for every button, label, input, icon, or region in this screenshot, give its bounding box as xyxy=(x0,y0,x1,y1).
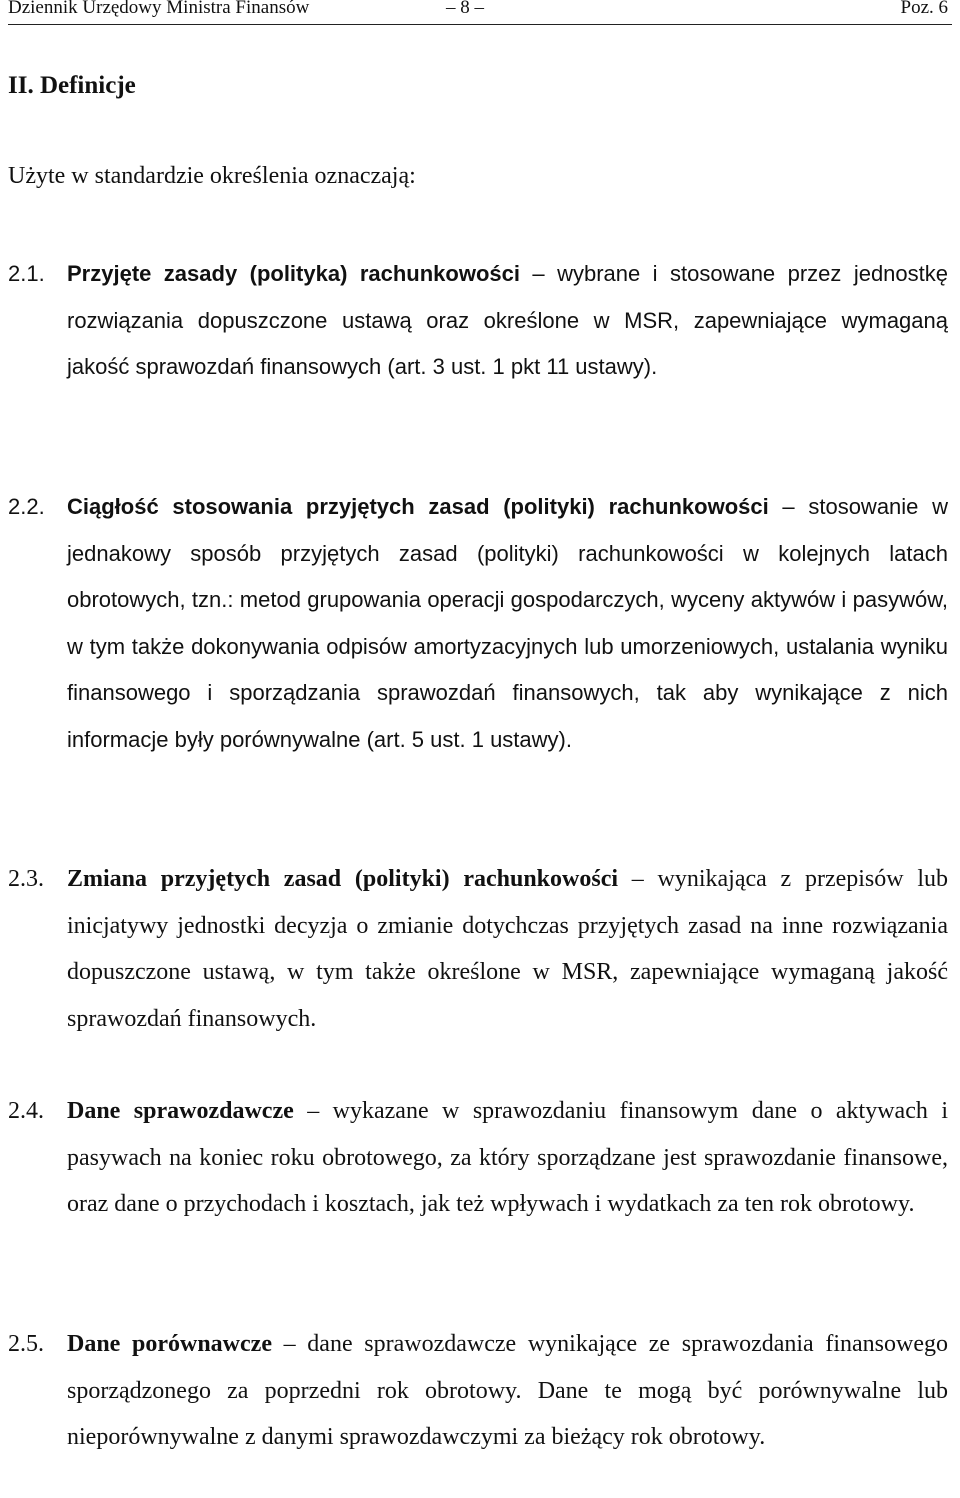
definition-term: Dane porównawcze xyxy=(67,1331,272,1357)
intro-text: Użyte w standardzie określenia oznaczają: xyxy=(8,163,416,189)
definition-body xyxy=(67,856,948,1042)
definition-term: Ciągłość stosowania przyjętych zasad (polityki) rachunkowości xyxy=(67,494,769,519)
definition-2-4 xyxy=(8,1088,948,1228)
definition-term: Przyjęte zasady (polityka) rachunkowości xyxy=(67,261,520,286)
definition-number: 2.2. xyxy=(8,494,45,519)
definition-text: – dane sprawozdawcze wynikające ze sprawozdania finansowego sporządzonego za poprzedni rok obrotowy. Dane te mogą być porównywalne lub nieporównywalne z danymi sprawozdawczymi za bieżący rok obrotowy. xyxy=(67,1331,948,1450)
page-header xyxy=(8,0,952,25)
definition-number: 2.4. xyxy=(8,1098,44,1124)
section-title: II. Definicje xyxy=(8,72,136,99)
definition-number: 2.5. xyxy=(8,1331,44,1357)
definition-number: 2.3. xyxy=(8,866,44,892)
definition-body xyxy=(67,251,948,391)
definition-2-2 xyxy=(8,484,948,763)
journal-title: Dziennik Urzędowy Ministra Finansów xyxy=(8,0,310,18)
definition-body xyxy=(67,1088,948,1228)
definition-text: – wykazane w sprawozdaniu finansowym dane o aktywach i pasywach na koniec roku obrotowego, za który sporządzane jest sprawozdanie finansowe, oraz dane o przychodach i kosztach, jak też wpływach i wydatkach za ten rok obrotowy. xyxy=(67,1098,948,1217)
definition-body xyxy=(67,1321,948,1461)
definition-number: 2.1. xyxy=(8,261,45,286)
definition-2-3 xyxy=(8,856,948,1042)
definition-text: – stosowanie w jednakowy sposób przyjętych zasad (polityki) rachunkowości w kolejnych latach obrotowych, tzn.: metod grupowania operacji gospodarczych, wyceny aktywów i pasywów, w tym także dokonywania odpisów amortyzacyjnych lub umorzeniowych, ustalania wyniku finansowego i sporządzania sprawozdań finansowych, tak aby wynikające z nich informacje były porównywalne (art. 5 ust. 1 ustawy). xyxy=(67,494,948,752)
page-number: – 8 – xyxy=(446,0,484,18)
definition-2-1 xyxy=(8,251,948,391)
definition-2-5 xyxy=(8,1321,948,1461)
definition-body xyxy=(67,484,948,763)
position-number: Poz. 6 xyxy=(900,0,948,18)
definition-term: Dane sprawozdawcze xyxy=(67,1098,294,1124)
definition-text: – wybrane i stosowane przez jednostkę rozwiązania dopuszczone ustawą oraz określone w MSR, zapewniające wymaganą jakość sprawozdań finansowych (art. 3 ust. 1 pkt 11 ustawy). xyxy=(67,261,948,379)
definition-text: – wynikająca z przepisów lub inicjatywy jednostki decyzja o zmianie dotychczas przyjętych zasad na inne rozwiązania dopuszczone ustawą, w tym także określone w MSR, zapewniające wymaganą jakość sprawozdań finansowych. xyxy=(67,866,948,1032)
definition-term: Zmiana przyjętych zasad (polityki) rachunkowości xyxy=(67,866,619,892)
